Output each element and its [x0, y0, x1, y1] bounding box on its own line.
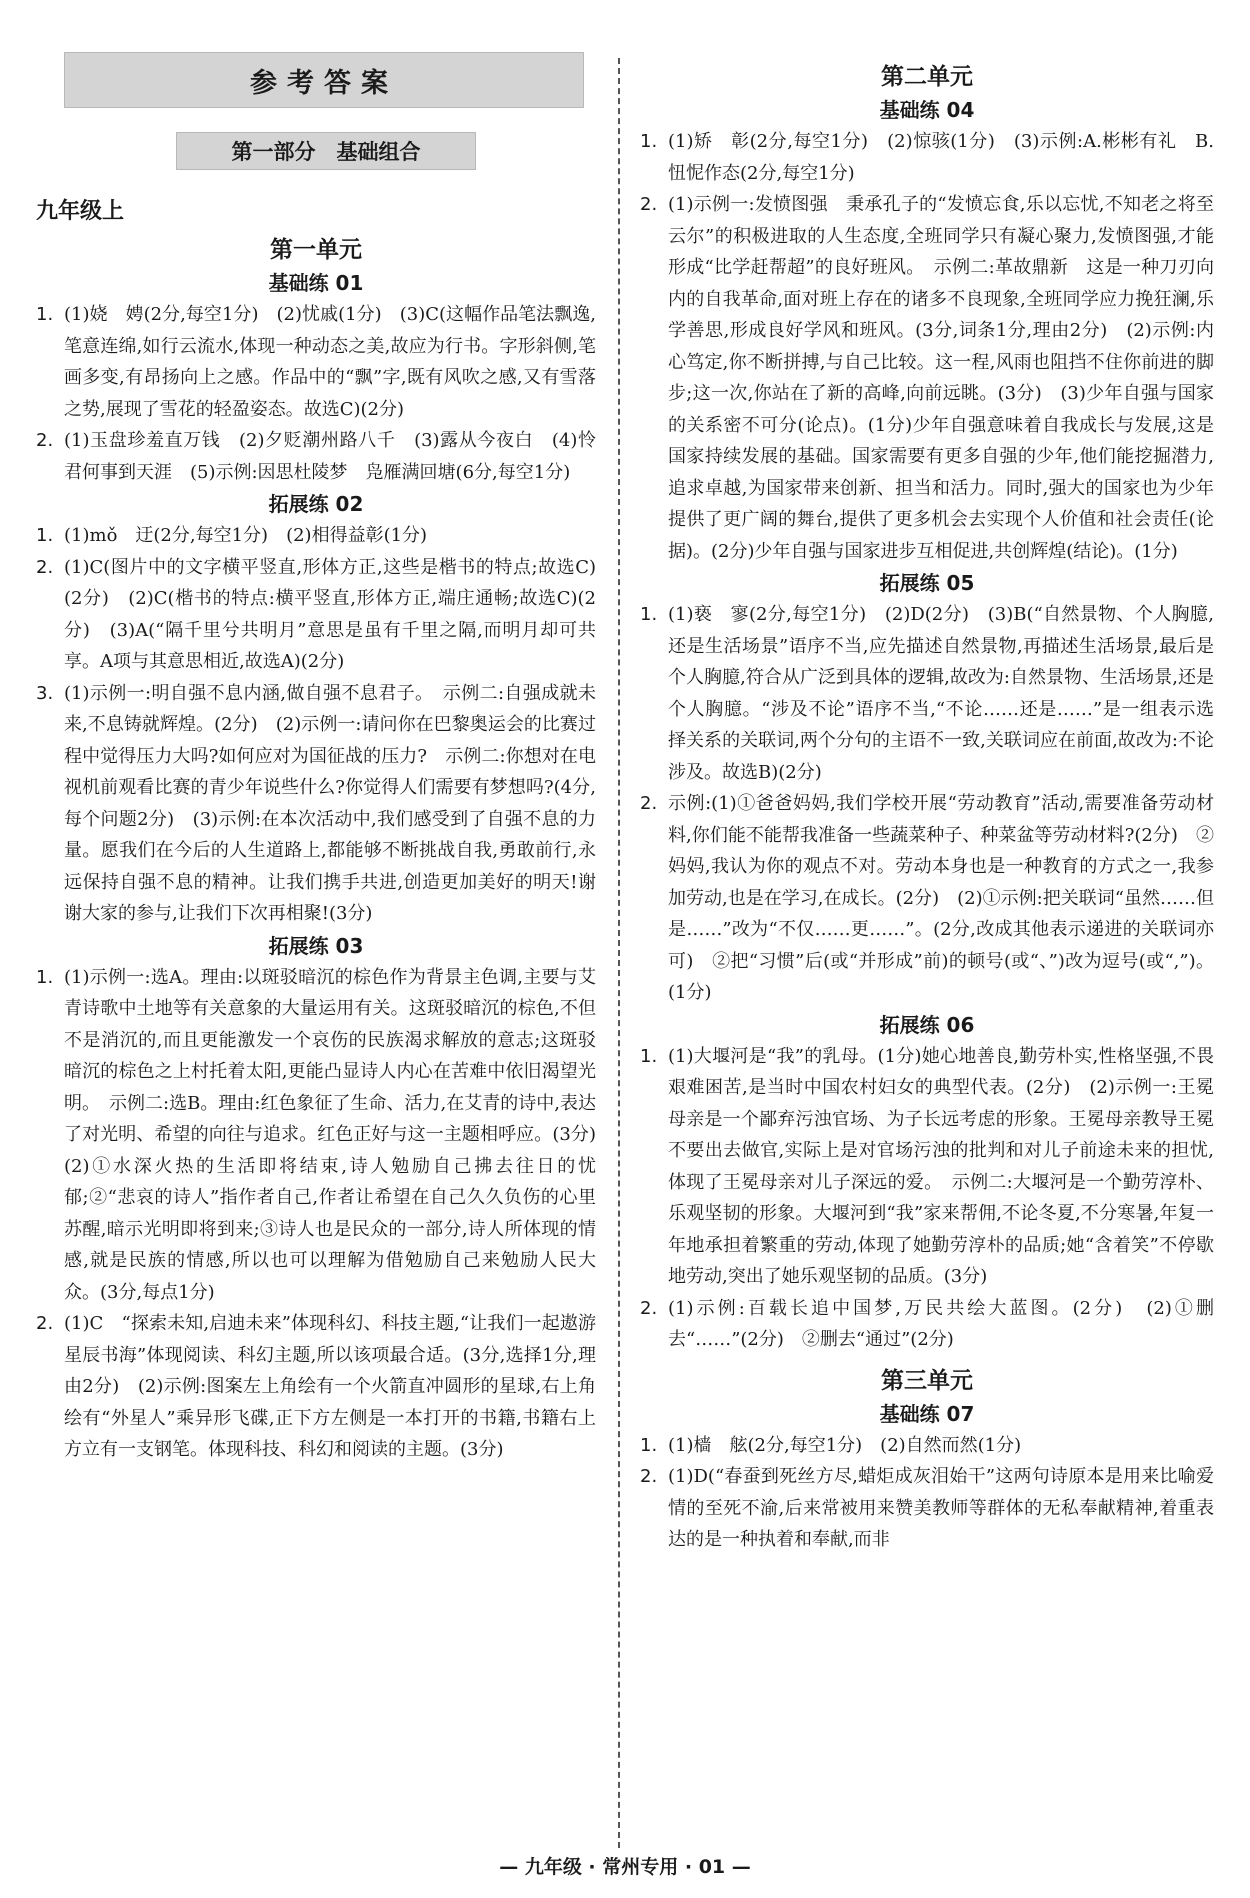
answer-text: (1)示例一:选A。理由:以斑驳暗沉的棕色作为背景主色调,主要与艾青诗歌中土地等有关意象的大量运用有关。这斑驳暗沉的棕色,不但不是消沉的,而且更能激发一个哀伤的民族渴求解放的意志;这斑驳暗沉的棕色之上村托着太阳,更能凸显诗人内心在苦难中依旧渴望光明。 示例二:选B。理由:红色象征了生命、活力,在艾青的诗中,表达了对光明、希望的向往与追求。红色正好与这一主题相呼应。(3分) (2)①水深火热的生活即将结束,诗人勉励自己拂去往日的忧郁;②“悲哀的诗人”指作者自己,作者让希望在自己久久负伤的心里苏醒,暗示光明即将到来;③诗人也是民众的一部分,诗人所体现的情感,就是民族的情感,所以也可以理解为借勉励自己来勉励人民大众。(3分,每点1分) [64, 966, 614, 1303]
item-number: 1. [640, 131, 658, 152]
answer-title-banner [64, 52, 584, 108]
unit-heading: 第二单元 [881, 64, 973, 90]
answer-item [640, 126, 1214, 189]
answer-text: (1)娆 娉(2分,每空1分) (2)忧戚(1分) (3)C(这幅作品笔法飘逸,笔意连绵,如行云流水,体现一种动态之美,故应为行书。字形斜侧,笔画多变,有昂扬向上之感。作品中的“飘”字,既有风吹之感,又有雪落之势,展现了雪花的轻盈姿态。故选C)(2分) [64, 304, 596, 420]
item-number: 1. [640, 1045, 658, 1067]
item-number: 2. [640, 793, 658, 814]
answer-text: (1)示例一:发愤图强 秉承孔子的“发愤忘食,乐以忘忧,不知老之将至云尔”的积极进取的人生态度,全班同学只有凝心聚力,发愤图强,才能形成“比学赶帮超”的良好班风。 示例二:革故鼎新 这是一种刀刃向内的自我革命,面对班上存在的诸多不良现象,全班同学应力挽狂澜,乐学善思,形成良好学风和班风。(3分,词条1分,理由2分) (2)示例:内心笃定,你不断拼搏,与自己比较。这一程,风雨也阻挡不住你前进的脚步;这一次,你站在了新的高峰,向前远眺。(3分) (3)少年自强与国家的关系密不可分(论点)。(1分)少年自强意味着自我成长与发展,这是国家持续发展的基础。国家需要有更多自强的少年,他们能挖掘潜力,追求卓越,为国家带来创新、担当和活力。同时,强大的国家也为少年提供了更广阔的舞台,提供了更多机会去实现个人价值和社会责任(论据)。(2分)少年自强与国家进步互相促进,共创辉煌(结论)。(1分) [668, 194, 1214, 562]
page-footer: — 九年级 · 常州专用 · 01 — [499, 1856, 751, 1878]
answer-item [640, 1430, 1214, 1462]
item-number: 1. [640, 604, 658, 625]
answer-item [640, 1041, 1214, 1293]
exercise-title: 拓展练 05 [879, 571, 975, 595]
exercise-title: 基础练 07 [879, 1401, 975, 1426]
answer-text: (1)C “探索未知,启迪未来”体现科幻、科技主题,“让我们一起遨游星辰书海”体现阅读、科幻主题,所以该项最合适。(3分,选择1分,理由2分) (2)示例:图案左上角绘有一个火箭直冲圆形的星球,右上角绘有“外星人”乘异形飞碟,正下方左侧是一本打开的书籍,书籍右上方立有一支钢笔。体现科技、科幻和阅读的主题。(3分) [64, 1313, 596, 1460]
item-number: 1. [36, 966, 54, 988]
answer-item [36, 678, 596, 930]
item-number: 1. [36, 525, 54, 546]
exercise-title: 基础练 01 [268, 271, 364, 295]
item-number: 2. [640, 1297, 658, 1319]
item-number: 2. [36, 1313, 54, 1334]
exercise-title: 拓展练 06 [879, 1012, 975, 1037]
item-number: 1. [640, 1434, 658, 1456]
answer-text: (1)mǒ 迂(2分,每空1分) (2)相得益彰(1分) [64, 525, 428, 546]
left-column [36, 52, 614, 1466]
answer-text: (1)樯 舷(2分,每空1分) (2)自然而然(1分) [668, 1434, 1022, 1456]
exercise-title: 拓展练 03 [268, 933, 364, 958]
item-number: 2. [640, 1466, 658, 1487]
item-number: 1. [36, 304, 54, 325]
answer-text: (1)示例:百载长追中国梦,万民共绘大蓝图。(2分) (2)①删去“……”(2分) ②删去“通过”(2分) [668, 1297, 1214, 1350]
grade-heading: 九年级上 [36, 199, 125, 224]
item-number: 2. [36, 556, 54, 578]
answer-item [36, 520, 596, 552]
answer-item [36, 425, 596, 488]
answer-item [36, 552, 596, 678]
answer-text: (1)矫 彰(2分,每空1分) (2)惊骇(1分) (3)示例:A.彬彬有礼 B.忸怩作态(2分,每空1分) [668, 131, 1214, 184]
answer-text: (1)大堰河是“我”的乳母。(1分)她心地善良,勤劳朴实,性格坚强,不畏艰难困苦,是当时中国农村妇女的典型代表。(2分) (2)示例一:王冕母亲是一个鄙弃污浊官场、为子长远考虑的形象。王冕母亲教导王冕不要出去做官,实际上是对官场污浊的批判和对儿子前途未来的担忧,体现了王冕母亲对儿子深远的爱。 示例二:大堰河是一个勤劳淳朴、乐观坚韧的形象。大堰河到“我”家来帮佣,不论冬夏,不分寒暑,年复一年地承担着繁重的劳动,体现了她勤劳淳朴的品质;她“含着笑”不停歇地劳动,突出了她乐观坚韧的品质。(3分) [668, 1045, 1214, 1287]
column-divider [618, 58, 620, 1848]
part-title: 第一部分 基础组合 [231, 140, 421, 164]
part-banner [176, 132, 476, 170]
answer-text: (1)C(图片中的文字横平竖直,形体方正,这些是楷书的特点;故选C)(2分) (2)C(楷书的特点:横平竖直,形体方正,端庄通畅;故选C)(2分) (3)A(“隔千里兮共明月”意思是虽有千里之隔,而明月却可共享。A项与其意思相近,故选A)(2分) [64, 556, 596, 672]
answer-item [36, 299, 596, 425]
answer-text: (1)D(“春蚕到死丝方尽,蜡炬成灰泪始干”这两句诗原本是用来比喻爱情的至死不渝,后来常被用来赞美教师等群体的无私奉献精神,着重表达的是一种执着和奉献,而非 [668, 1466, 1214, 1550]
exercise-title: 基础练 04 [879, 98, 975, 122]
item-number: 2. [640, 194, 658, 215]
answer-item [640, 788, 1214, 1009]
answer-text: (1)示例一:明自强不息内涵,做自强不息君子。 示例二:自强成就未来,不息铸就辉煌。(2分) (2)示例一:请问你在巴黎奥运会的比赛过程中觉得压力大吗?如何应对为国征战的压力? 示例二:你想对在电视机前观看比赛的青少年说些什么?你觉得人们需要有梦想吗?(4分,每个问题2分) (3)示例:在本次活动中,我们感受到了自强不息的力量。愿我们在今后的人生道路上,都能够不断挑战自我,勇敢前行,永远保持自强不息的精神。让我们携手共进,创造更加美好的明天!谢谢大家的参与,让我们下次再相聚!(3分) [64, 682, 596, 924]
item-number: 2. [36, 430, 54, 451]
right-column [640, 52, 1214, 1556]
unit-heading: 第一单元 [270, 237, 362, 263]
page-title: 参考答案 [250, 67, 398, 99]
unit-heading: 第三单元 [881, 1367, 973, 1394]
exercise-title: 拓展练 02 [268, 492, 364, 516]
answer-item [640, 1293, 1214, 1356]
answer-item [36, 962, 614, 1309]
answer-text: (1)玉盘珍羞直万钱 (2)夕贬潮州路八千 (3)露从今夜白 (4)怜君何事到天涯 (5)示例:因思杜陵梦 凫雁满回塘(6分,每空1分) [64, 430, 596, 483]
item-number: 3. [36, 682, 54, 704]
answer-item [640, 1461, 1214, 1556]
answer-text: 示例:(1)①爸爸妈妈,我们学校开展“劳动教育”活动,需要准备劳动材料,你们能不能帮我准备一些蔬菜种子、种菜盆等劳动材料?(2分) ②妈妈,我认为你的观点不对。劳动本身也是一种教育的方式之一,我参加劳动,也是在学习,在成长。(2分) (2)①示例:把关联词“虽然……但是……”改为“不仅……更……”。(2分,改成其他表示递进的关联词亦可) ②把“习惯”后(或“并形成”前)的顿号(或“、”)改为逗号(或“,”)。(1分) [668, 793, 1214, 1003]
answer-item [640, 599, 1214, 788]
answer-item [640, 189, 1214, 567]
answer-item [36, 1308, 596, 1466]
answer-text: (1)亵 寥(2分,每空1分) (2)D(2分) (3)B(“自然景物、个人胸臆,还是生活场景”语序不当,应先描述自然景物,再描述生活场景,最后是个人胸臆,符合从广泛到具体的逻辑,故改为:自然景物、生活场景,还是个人胸臆。“涉及不论”语序不当,“不论……还是……”是一组表示选择关系的关联词,两个分句的主语不一致,关联词应在前面,故改为:不论涉及。故选B)(2分) [668, 604, 1214, 783]
